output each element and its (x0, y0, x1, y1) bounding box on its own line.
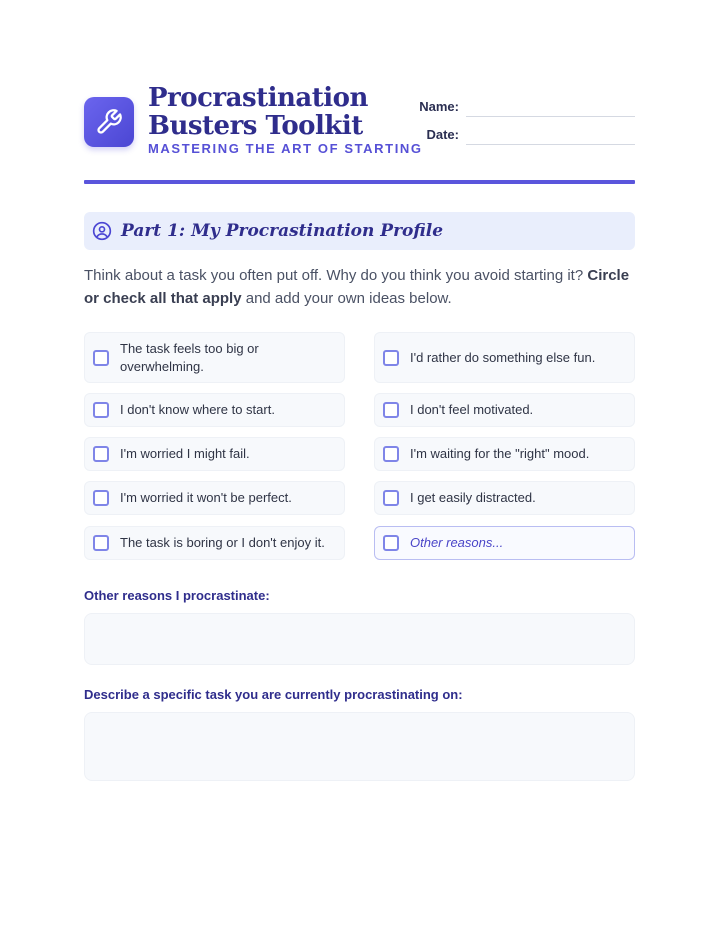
checkbox[interactable] (383, 446, 399, 462)
checkbox[interactable] (93, 490, 109, 506)
option-label: I'd rather do something else fun. (410, 349, 596, 365)
intro-bold: Circle or check all that apply (84, 267, 630, 307)
other-reasons-label: Other reasons I procrastinate: (84, 588, 270, 603)
option-label: I'm waiting for the "right" mood. (410, 446, 590, 461)
wrench-icon (95, 108, 123, 136)
option-something-else-fun[interactable] (374, 332, 635, 383)
option-label: I'm worried it won't be perfect. (120, 490, 292, 505)
page-subtitle: MASTERING THE ART OF STARTING (148, 141, 423, 156)
checkbox[interactable] (383, 490, 399, 506)
option-not-motivated[interactable] (374, 393, 635, 427)
option-label: I'm worried I might fail. (120, 446, 250, 461)
option-label: I don't know where to start. (120, 402, 275, 417)
toolkit-logo (84, 97, 134, 147)
date-label: Date: (426, 127, 459, 142)
option-dont-know-start[interactable] (84, 393, 345, 427)
option-too-big[interactable] (84, 332, 345, 383)
checkbox[interactable] (93, 350, 109, 366)
option-label: I get easily distracted. (410, 490, 536, 505)
title-line-1: Procrastination (148, 83, 368, 113)
section-intro (84, 264, 635, 310)
name-field[interactable] (466, 116, 635, 117)
page-title (148, 84, 408, 140)
section-title: Part 1: My Procrastination Profile (121, 221, 444, 241)
title-line-2: Busters Toolkit (148, 111, 363, 141)
current-task-field[interactable] (84, 712, 635, 781)
checkbox[interactable] (383, 350, 399, 366)
header-divider (84, 180, 635, 184)
checkbox[interactable] (383, 402, 399, 418)
intro-end: and add your own ideas below. (241, 290, 452, 307)
option-label: Other reasons... (410, 535, 504, 550)
current-task-label: Describe a specific task you are currently procrastinating on: (84, 687, 463, 702)
option-right-mood[interactable] (374, 437, 635, 471)
checkbox[interactable] (93, 446, 109, 462)
checkbox[interactable] (93, 535, 109, 551)
option-distracted[interactable] (374, 481, 635, 515)
date-field[interactable] (466, 144, 635, 145)
other-reasons-field[interactable] (84, 613, 635, 665)
option-worried-fail[interactable] (84, 437, 345, 471)
user-circle-icon (92, 221, 112, 241)
option-label: The task is boring or I don't enjoy it. (120, 535, 325, 550)
checkbox[interactable] (383, 535, 399, 551)
option-label: I don't feel motivated. (410, 402, 534, 417)
name-label: Name: (419, 99, 459, 114)
section-header-part1 (84, 212, 635, 250)
option-other-reasons[interactable] (374, 526, 635, 560)
option-boring[interactable] (84, 526, 345, 560)
option-label: The task feels too big or overwhelming. (120, 340, 259, 374)
intro-text: Think about a task you often put off. Why do you think you avoid starting it? (84, 267, 588, 284)
option-not-perfect[interactable] (84, 481, 345, 515)
checkbox[interactable] (93, 402, 109, 418)
